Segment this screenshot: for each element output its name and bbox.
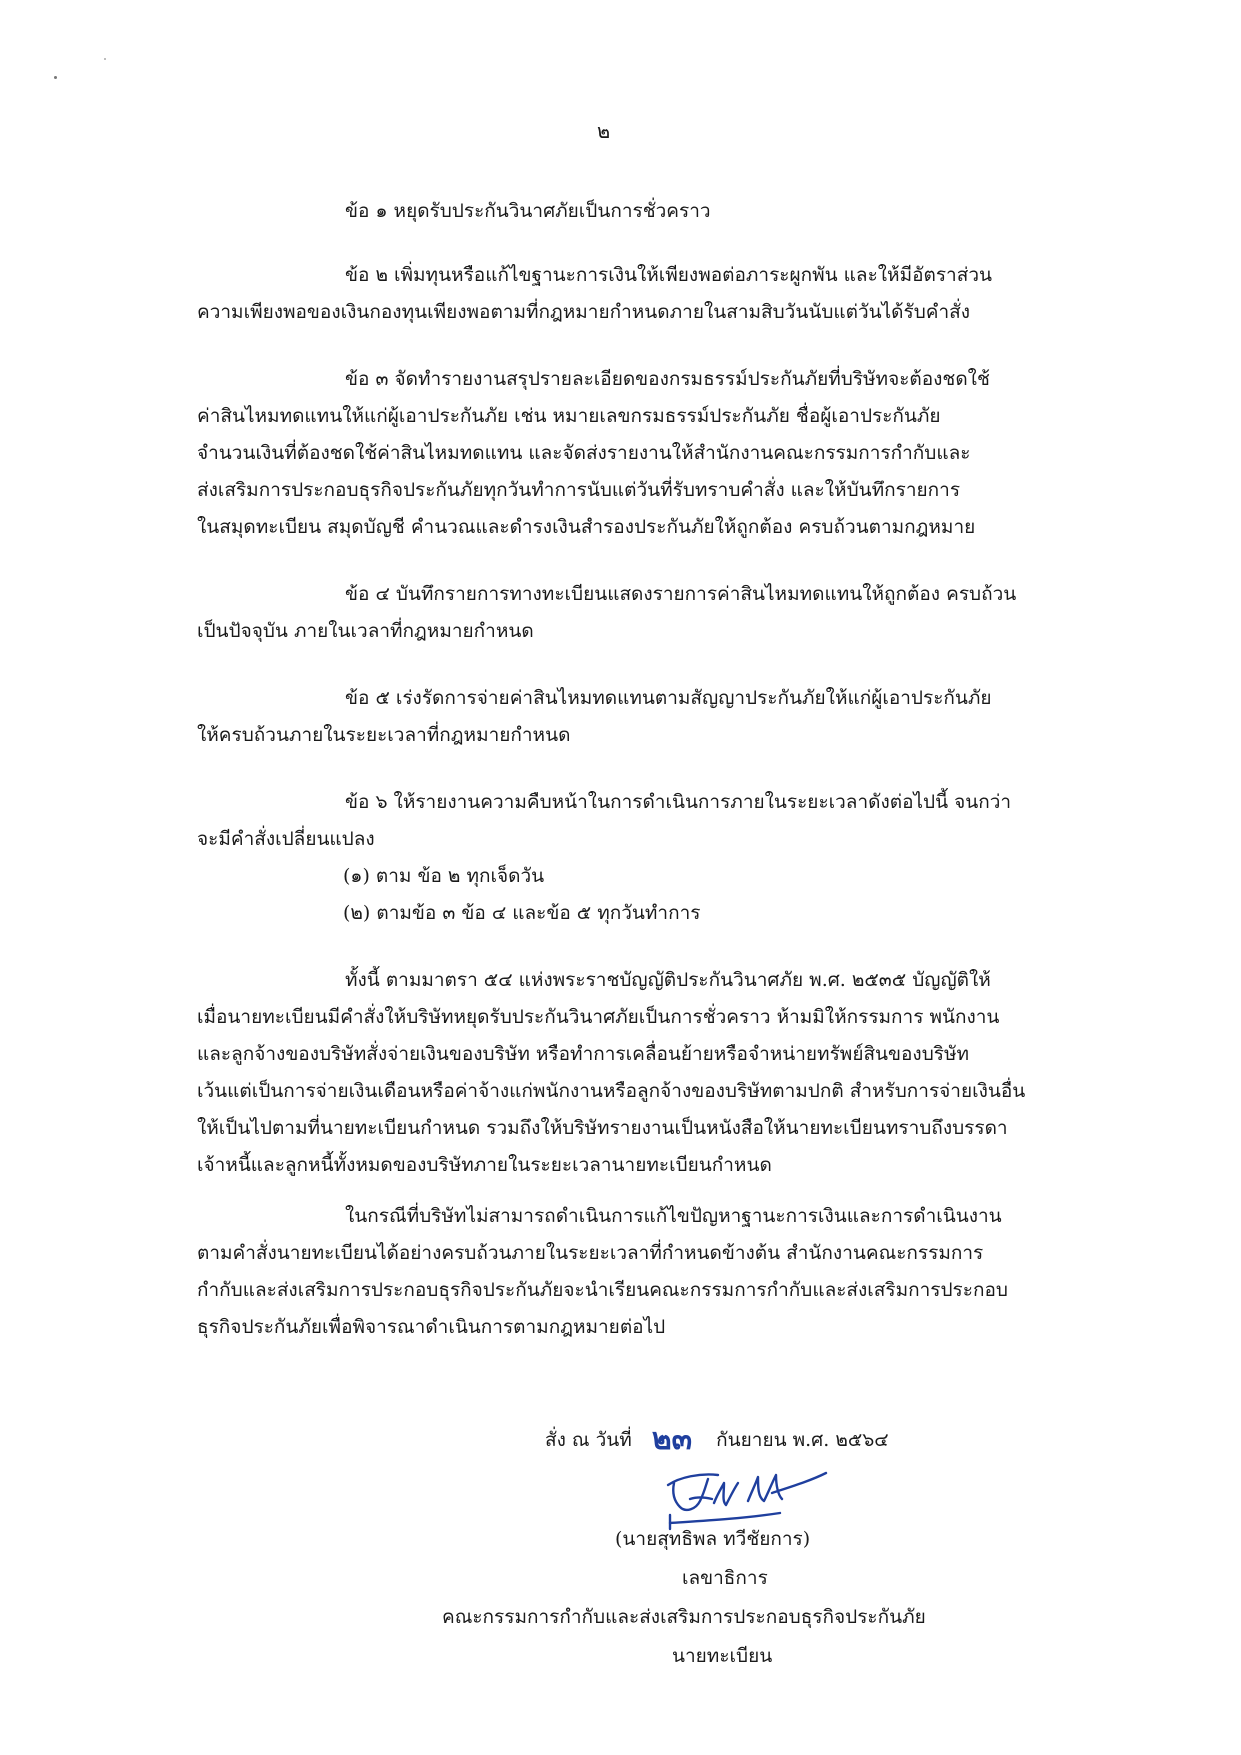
law-paragraph-line-3: และลูกจ้างของบริษัทสั่งจ่ายเงินของบริษัท หรือทำการเคลื่อนย้ายหรือจำหน่ายทรัพย์สินของบริษัท bbox=[197, 1043, 970, 1065]
signatory-organization: คณะกรรมการกำกับและส่งเสริมการประกอบธุรกิจประกันภัย bbox=[442, 1606, 926, 1628]
clause-5-line-2: ให้ครบถ้วนภายในระยะเวลาที่กฎหมายกำหนด bbox=[197, 724, 571, 746]
sub-item-1: (๑) ตาม ข้อ ๒ ทุกเจ็ดวัน bbox=[343, 865, 545, 887]
clause-3-line-5: ในสมุดทะเบียน สมุดบัญชี คำนวณและดำรงเงินสำรองประกันภัยให้ถูกต้อง ครบถ้วนตามกฎหมาย bbox=[197, 516, 976, 538]
order-date-day: ๒๓ bbox=[651, 1422, 693, 1457]
law-paragraph-line-2: เมื่อนายทะเบียนมีคำสั่งให้บริษัทหยุดรับประกันวินาศภัยเป็นการชั่วคราว ห้ามมิให้กรรมการ พนักงาน bbox=[197, 1006, 1000, 1028]
law-paragraph-line-4: เว้นแต่เป็นการจ่ายเงินเดือนหรือค่าจ้างแก่พนักงานหรือลูกจ้างของบริษัทตามปกติ สำหรับการจ่ายเงินอื่น bbox=[197, 1080, 1026, 1102]
clause-1-line-1: ข้อ ๑ หยุดรับประกันวินาศภัยเป็นการชั่วคราว bbox=[345, 200, 711, 222]
clause-4-line-2: เป็นปัจจุบัน ภายในเวลาที่กฎหมายกำหนด bbox=[197, 620, 534, 642]
clause-3-line-4: ส่งเสริมการประกอบธุรกิจประกันภัยทุกวันทำการนับแต่วันที่รับทราบคำสั่ง และให้บันทึกรายการ bbox=[197, 479, 961, 501]
order-date-month-year: กันยายน พ.ศ. ๒๕๖๔ bbox=[716, 1429, 889, 1451]
law-paragraph-line-6: เจ้าหนี้และลูกหนี้ทั้งหมดของบริษัทภายในระยะเวลานายทะเบียนกำหนด bbox=[197, 1154, 772, 1176]
law-paragraph-line-5: ให้เป็นไปตามที่นายทะเบียนกำหนด รวมถึงให้บริษัทรายงานเป็นหนังสือให้นายทะเบียนทราบถึงบรรดา bbox=[197, 1117, 1008, 1139]
clause-6-line-1: ข้อ ๖ ให้รายงานความคืบหน้าในการดำเนินการภายในระยะเวลาดังต่อไปนี้ จนกว่า bbox=[345, 791, 1012, 813]
clause-3-line-3: จำนวนเงินที่ต้องชดใช้ค่าสินไหมทดแทน และจัดส่งรายงานให้สำนักงานคณะกรรมการกำกับและ bbox=[197, 442, 971, 464]
law-paragraph-line-1: ทั้งนี้ ตามมาตรา ๕๔ แห่งพระราชบัญญัติประกันวินาศภัย พ.ศ. ๒๕๓๕ บัญญัติให้ bbox=[345, 969, 991, 991]
signatory-name: (นายสุทธิพล ทวีชัยการ) bbox=[615, 1528, 811, 1550]
signatory-position: เลขาธิการ bbox=[682, 1567, 768, 1589]
clause-5-line-1: ข้อ ๕ เร่งรัดการจ่ายค่าสินไหมทดแทนตามสัญญาประกันภัยให้แก่ผู้เอาประกันภัย bbox=[345, 687, 992, 709]
clause-2-line-2: ความเพียงพอของเงินกองทุนเพียงพอตามที่กฎหมายกำหนดภายในสามสิบวันนับแต่วันได้รับคำสั่ง bbox=[197, 301, 971, 323]
clause-3-line-2: ค่าสินไหมทดแทนให้แก่ผู้เอาประกันภัย เช่น หมายเลขกรมธรรม์ประกันภัย ชื่อผู้เอาประกันภัย bbox=[197, 405, 941, 427]
sub-item-2: (๒) ตามข้อ ๓ ข้อ ๔ และข้อ ๕ ทุกวันทำการ bbox=[343, 902, 701, 924]
scan-speck bbox=[104, 58, 106, 60]
clause-4-line-1: ข้อ ๔ บันทึกรายการทางทะเบียนแสดงรายการค่าสินไหมทดแทนให้ถูกต้อง ครบถ้วน bbox=[345, 583, 1017, 605]
clause-2-line-1: ข้อ ๒ เพิ่มทุนหรือแก้ไขฐานะการเงินให้เพียงพอต่อภาระผูกพัน และให้มีอัตราส่วน bbox=[345, 264, 992, 286]
failure-paragraph-line-1: ในกรณีที่บริษัทไม่สามารถดำเนินการแก้ไขปัญหาฐานะการเงินและการดำเนินงาน bbox=[345, 1205, 1002, 1227]
scan-speck bbox=[54, 76, 57, 79]
clause-3-line-1: ข้อ ๓ จัดทำรายงานสรุปรายละเอียดของกรมธรรม์ประกันภัยที่บริษัทจะต้องชดใช้ bbox=[345, 368, 990, 390]
failure-paragraph-line-4: ธุรกิจประกันภัยเพื่อพิจารณาดำเนินการตามกฎหมายต่อไป bbox=[197, 1316, 666, 1338]
order-date-prefix: สั่ง ณ วันที่ bbox=[545, 1429, 632, 1451]
failure-paragraph-line-3: กำกับและส่งเสริมการประกอบธุรกิจประกันภัยจะนำเรียนคณะกรรมการกำกับและส่งเสริมการประกอบ bbox=[197, 1279, 1008, 1301]
signatory-role: นายทะเบียน bbox=[672, 1645, 773, 1667]
signature-icon bbox=[660, 1463, 830, 1531]
page-number: ๒ bbox=[597, 119, 611, 143]
failure-paragraph-line-2: ตามคำสั่งนายทะเบียนได้อย่างครบถ้วนภายในระยะเวลาที่กำหนดข้างต้น สำนักงานคณะกรรมการ bbox=[197, 1242, 984, 1264]
order-date bbox=[545, 1422, 889, 1455]
clause-6-line-2: จะมีคำสั่งเปลี่ยนแปลง bbox=[197, 828, 375, 850]
